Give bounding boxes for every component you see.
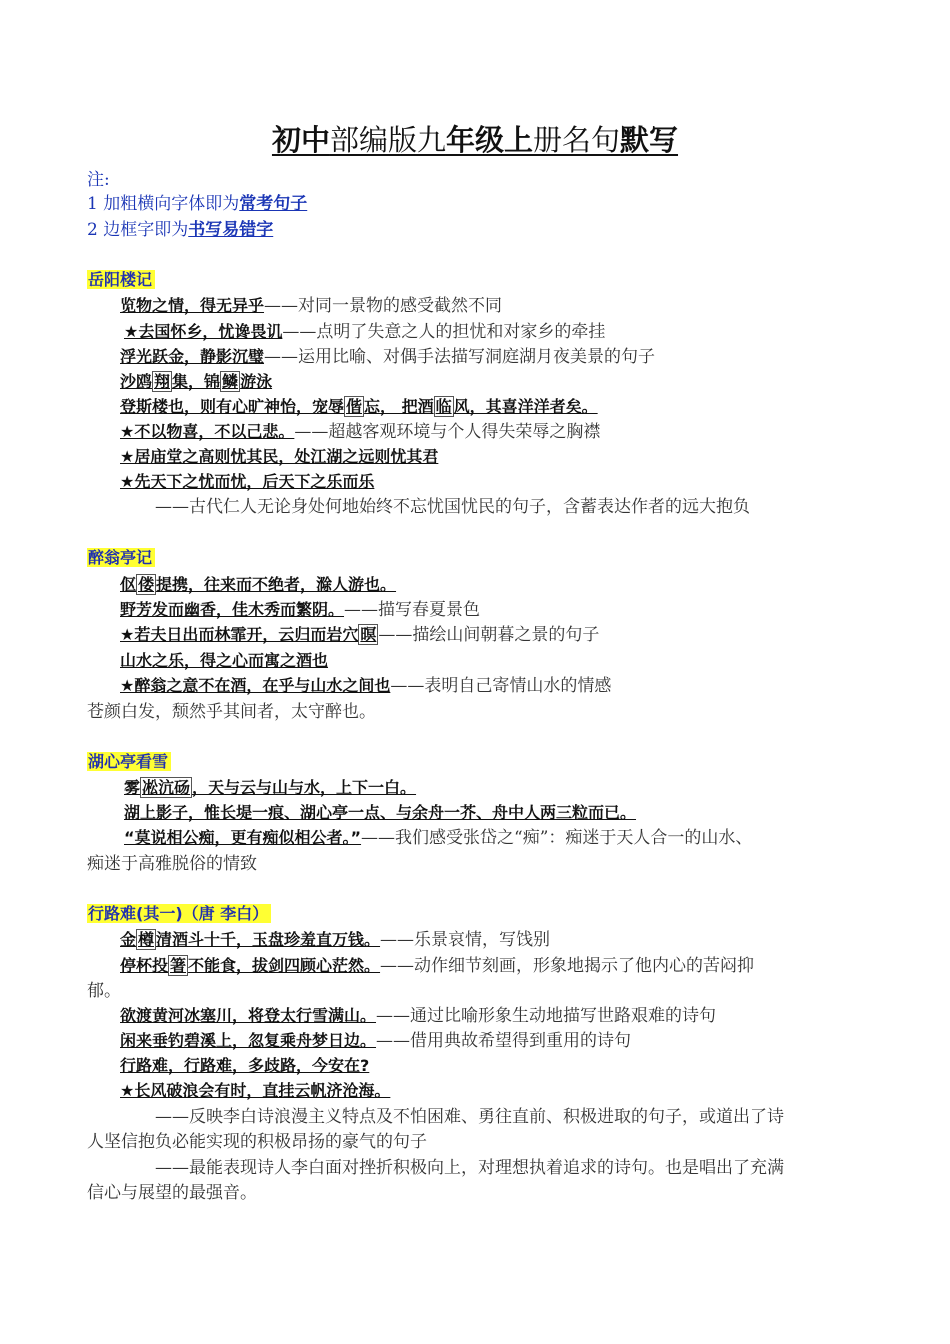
quote-text: 览物之情，得无异乎 [120, 296, 265, 315]
boxed-char: 临 [435, 397, 452, 416]
notes-label: 注: [87, 170, 110, 190]
quote-line [120, 623, 599, 647]
quote-text: 集，锦 [172, 372, 221, 391]
note-2 [87, 218, 273, 242]
comment-text: ——超越客观环境与个人得失荣辱之胸襟 [294, 422, 601, 442]
quote-text: 停杯投 [120, 956, 169, 975]
quote-text: ★若夫日出而林霏开，云归而岩穴 [120, 625, 359, 644]
quote-line [120, 1004, 716, 1028]
title-part: 年级上 [445, 123, 533, 157]
quote-line [120, 649, 328, 673]
boxed-char: 偻 [138, 575, 155, 594]
quote-line [124, 801, 636, 825]
section-title: 醉翁亭记 [87, 548, 155, 567]
boxed-char: 箸 [170, 956, 187, 975]
boxed-char: 暝 [360, 625, 377, 644]
quote-line [120, 674, 611, 698]
title-part: 默写 [620, 123, 679, 157]
quote-text: 不能食，拔剑四顾心茫然。 [188, 956, 381, 975]
quote-text: 风，其喜洋洋者矣。 [453, 397, 598, 416]
comment-text: 苍颜白发，颓然乎其间者，太守醉也。 [87, 702, 376, 722]
comment-line [155, 1156, 784, 1180]
comment-text: ——描绘山间朝暮之景的句子 [378, 625, 600, 645]
quote-text: 忘， 把酒 [364, 397, 434, 416]
boxed-char: 鳞 [222, 372, 239, 391]
quote-text: 山水之乐，得之心而寓之酒也 [120, 651, 329, 670]
comment-text: ——乐景哀情，写饯别 [380, 930, 551, 950]
quote-text: 游泳 [240, 372, 273, 391]
quote-text: 沙鸥 [120, 372, 153, 391]
comment-line [155, 1105, 784, 1129]
comment-line [87, 979, 121, 1003]
comment-line [87, 1181, 257, 1205]
boxed-char: 凇沆砀 [142, 778, 191, 797]
quote-line [120, 573, 396, 597]
section-heading [87, 268, 155, 292]
quote-line [120, 395, 598, 419]
section-title: 湖心亭看雪 [87, 752, 171, 771]
quote-text: ★先天下之忧而忧，后天下之乐而乐 [120, 472, 375, 491]
comment-text: ——点明了失意之人的担忧和对家乡的牵挂 [282, 322, 606, 342]
comment-text: ——我们感受张岱之“痴”：痴迷于天人合一的山水、 [361, 828, 753, 848]
quote-text: 雾 [124, 778, 141, 797]
quote-line [120, 1079, 390, 1103]
boxed-char: 偕 [346, 397, 363, 416]
comment-line [87, 852, 257, 876]
quote-text: ★长风破浪会有时，直挂云帆济沧海。 [120, 1081, 391, 1100]
title-part: 册名句 [533, 123, 621, 157]
comment-line [155, 495, 750, 519]
quote-text: 清酒斗十千，玉盘珍羞直万钱。 [156, 930, 381, 949]
boxed-char: 樽 [138, 930, 155, 949]
quote-text: ★居庙堂之高则忧其民，处江湖之远则忧其君 [120, 447, 439, 466]
section-title: 行路难(其一)（唐 李白） [87, 904, 271, 923]
section-heading [87, 750, 171, 774]
quote-text: 提携，往来而不绝者，滁人游也。 [156, 575, 397, 594]
quote-text: 伛 [120, 575, 137, 594]
quote-text: 野芳发而幽香，佳木秀而繁阴。 [120, 600, 345, 619]
comment-text: 信心与展望的最强音。 [87, 1183, 257, 1203]
quote-text: ，天与云与山与水，上下一白。 [192, 778, 417, 797]
quote-text: ★去国怀乡，忧谗畏讥 [124, 322, 283, 341]
section-heading [87, 546, 155, 570]
title-part: 初中 [271, 123, 330, 157]
boxed-char: 翔 [154, 372, 171, 391]
comment-line [87, 1130, 427, 1154]
quote-line [124, 320, 605, 344]
comment-text: 痴迷于高雅脱俗的情致 [87, 854, 257, 874]
quote-text: 浮光跃金，静影沉璧 [120, 347, 265, 366]
note-highlight: 书写易错字 [188, 220, 274, 240]
comment-line [87, 700, 376, 724]
quote-line [120, 1054, 369, 1078]
quote-line [124, 826, 752, 850]
quote-text: 行路难，行路难，多歧路，今安在? [120, 1056, 370, 1075]
quote-text: 登斯楼也，则有心旷神怡，宠辱 [120, 397, 345, 416]
quote-text: 闲来垂钓碧溪上，忽复乘舟梦日边。 [120, 1031, 377, 1050]
quote-line [120, 370, 272, 394]
note-text: 1 加粗横向字体即为 [87, 194, 240, 214]
comment-text: ——运用比喻、对偶手法描写洞庭湖月夜美景的句子 [264, 347, 656, 367]
comment-text: 郁。 [87, 981, 121, 1001]
quote-line [120, 445, 438, 469]
comment-text: ——通过比喻形象生动地描写世路艰难的诗句 [376, 1006, 717, 1026]
quote-text: “莫说相公痴，更有痴似相公者。” [124, 828, 362, 847]
page-title [0, 118, 950, 159]
comment-text: 人坚信抱负必能实现的积极昂扬的豪气的句子 [87, 1132, 427, 1152]
comment-text: ——动作细节刻画，形象地揭示了他内心的苦闷抑 [380, 956, 755, 976]
quote-line [120, 420, 600, 444]
note-text: 2 边框字即为 [87, 220, 189, 240]
quote-line [120, 294, 502, 318]
comment-text: ——描写春夏景色 [344, 600, 481, 620]
section-heading [87, 902, 271, 926]
quote-text: 湖上影子，惟长堤一痕、湖心亭一点、与余舟一芥、舟中人两三粒而已。 [124, 803, 637, 822]
note-1 [87, 192, 307, 216]
quote-text: 欲渡黄河冰塞川，将登太行雪满山。 [120, 1006, 377, 1025]
quote-line [120, 1029, 631, 1053]
quote-text: ★醉翁之意不在酒，在乎与山水之间也 [120, 676, 391, 695]
comment-text: ——反映李白诗浪漫主义特点及不怕困难、勇往直前、积极进取的句子，或道出了诗 [155, 1107, 784, 1127]
quote-line [120, 928, 550, 952]
title-part: 部编版九 [329, 123, 446, 157]
quote-text: 金 [120, 930, 137, 949]
quote-line [120, 345, 655, 369]
quote-line [120, 470, 374, 494]
comment-text: ——表明自己寄情山水的情感 [390, 676, 612, 696]
comment-text: ——借用典故希望得到重用的诗句 [376, 1031, 632, 1051]
quote-line [120, 954, 754, 978]
comment-text: ——对同一景物的感受截然不同 [264, 296, 503, 316]
quote-line [124, 776, 416, 800]
section-title: 岳阳楼记 [87, 270, 155, 289]
quote-line [120, 598, 480, 622]
note-highlight: 常考句子 [239, 194, 308, 214]
comment-text: ——最能表现诗人李白面对挫折积极向上，对理想执着追求的诗句。也是唱出了充满 [155, 1158, 784, 1178]
quote-text: ★不以物喜，不以己悲。 [120, 422, 295, 441]
comment-text: ——古代仁人无论身处何地始终不忘忧国忧民的句子，含蓄表达作者的远大抱负 [155, 497, 750, 517]
